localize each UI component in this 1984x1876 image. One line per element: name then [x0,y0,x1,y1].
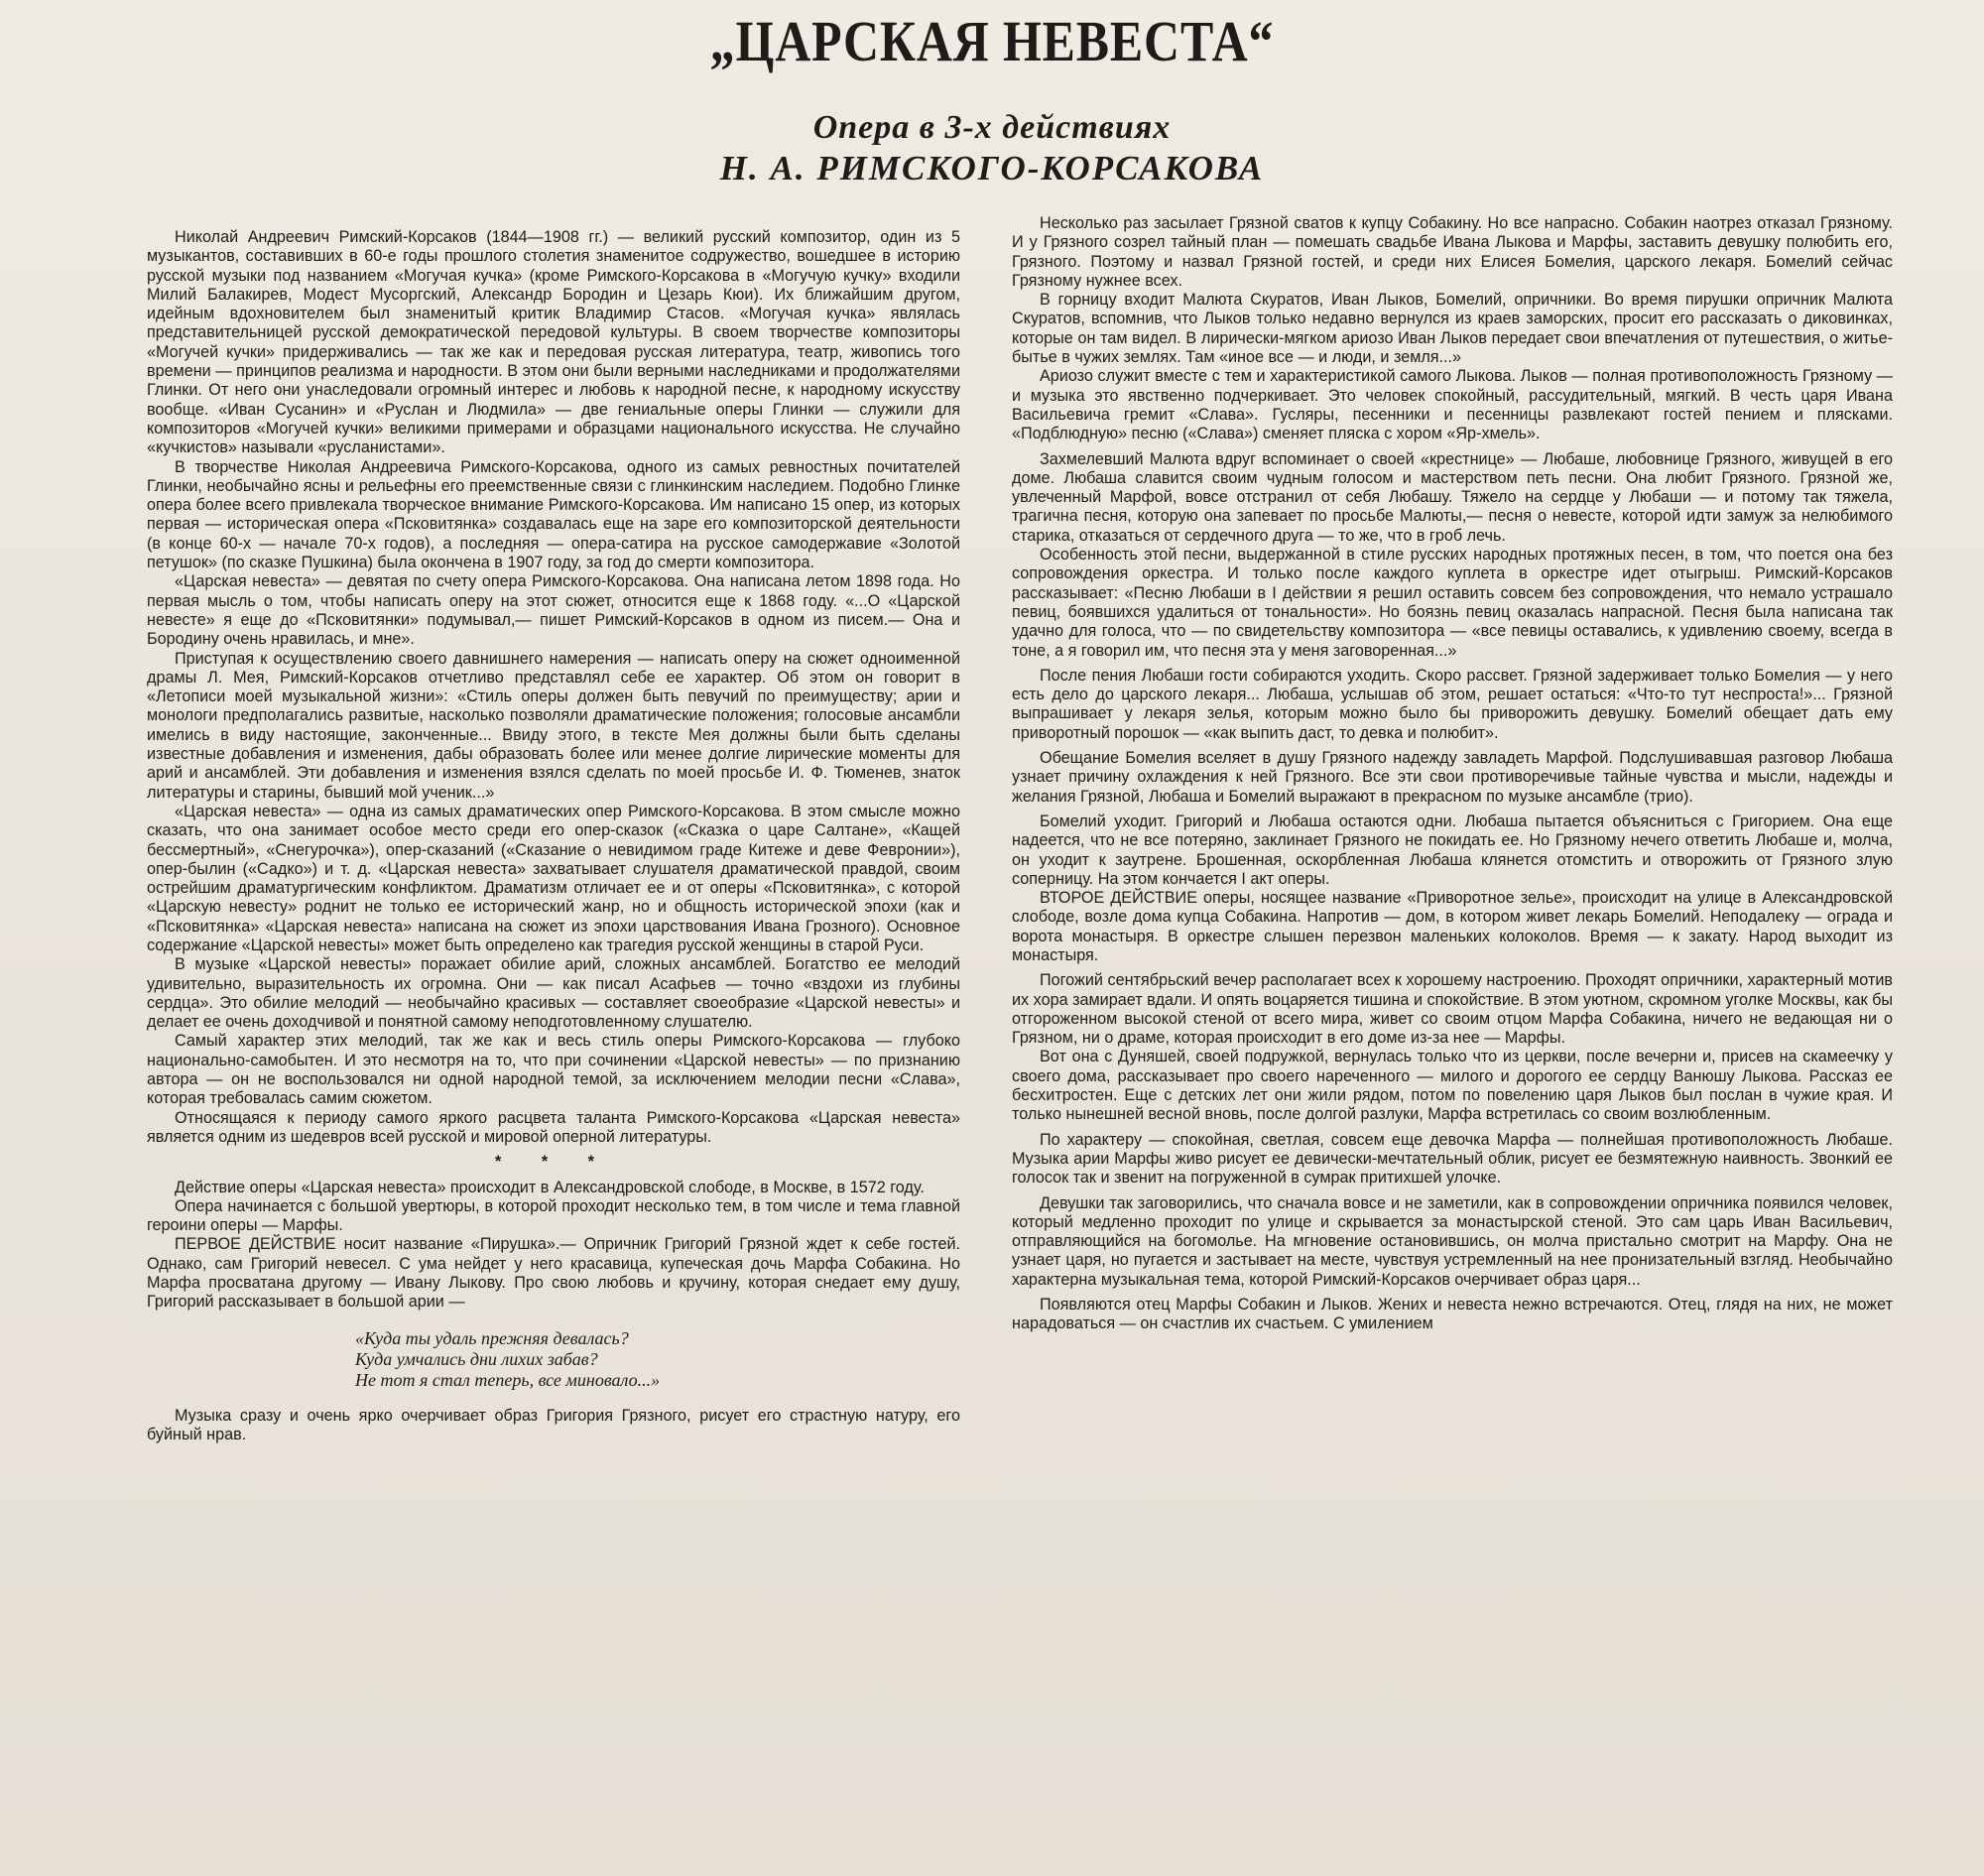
composer-name: Н. А. РИМСКОГО-КОРСАКОВА [719,149,1265,188]
paragraph: Обещание Бомелия вселяет в душу Грязного надежду завладеть Марфой. Подслушивавшая разговор Любаша узнает причину охлаждения к ней Грязного. Все эти свои противоречивые тайные чувства и мысли, надежды и желания Грязной, Любаша и Бомелий выражают в прекрасном по музыке ансамбле (трио). [1012,749,1893,806]
paragraph: По характеру — спокойная, светлая, совсем еще девочка Марфа — полнейшая противоположность Любаше. Музыка арии Марфы живо рисует ее девически-мечтательный облик, рисует ее безмятежную наивность. Звонкий ее голосок так и звенит на погруженной в сумрак притихшей улочке. [1012,1130,1893,1188]
paragraph: Бомелий уходит. Григорий и Любаша остаются одни. Любаша пытается объясниться с Григорием. Она еще надеется, что не все потеряно, заклинает Грязного не покидать ее. Но Грязному нечего ответить Любаше и, молча, он уходит к заутрене. Брошенная, оскорбленная Любаша клянется отомстить и отворожить от Грязного злую соперницу. На этом кончается I акт оперы. [1012,812,1893,888]
right-text-column [1012,214,1893,1334]
paragraph: Захмелевший Малюта вдруг вспоминает о своей «крестнице» — Любаше, любовнице Грязного, живущей в его доме. Любаша славится своим чудным голосом и мастерством петь песни. Она любит Грязного. Грязной же, увлеченный Марфой, вовсе отстранил от себя Любашу. Тяжело на сердце у Любаши — и потому так тяжела, трагична песня, которую она запевает по просьбе Малюты,— песня о невесте, которой идти замуж за нелюбимого старика, отказаться от сердечного друга — то же, что в гроб лечь. [1012,449,1893,545]
paragraph: Относящаяся к периоду самого яркого расцвета таланта Римского-Корсакова «Царская невеста» является одним из шедевров всей русской и мировой оперной литературы. [147,1108,960,1146]
paragraph: ВТОРОЕ ДЕЙСТВИЕ оперы, носящее название «Приворотное зелье», происходит на улице в Александровской слободе, возле дома купца Собакина. Напротив — дом, в котором живет лекарь Бомелий. Неподалеку — ограда и ворота монастыря. В оркестре слышен перезвон маленьких колоколов. Время — к закату. Народ выходит из монастыря. [1012,889,1893,964]
paragraph: ПЕРВОЕ ДЕЙСТВИЕ носит название «Пирушка».— Опричник Григорий Грязной ждет к себе гостей. Однако, сам Григорий невесел. С ума нейдет у него красавица, купеческая дочь Марфа Собакина. Но Марфа просватана другому — Ивану Лыкову. Про свою любовь и кручину, которая снедает ему душу, Григорий рассказывает в большой арии — [147,1235,960,1312]
paragraph: После пения Любаши гости собираются уходить. Скоро рассвет. Грязной задерживает только Бомелия — у него есть дело до царского лекаря... Любаша, услышав об этом, решает остаться: «Что-то тут неспроста!»... Грязной выпрашивает у лекаря зелья, которым можно было бы приворожить девушку. Бомелий обещает дать ему приворотный порошок — «как выпить даст, то девка и полюбит». [1012,666,1893,742]
page-subtitle: Опера в 3-х действиях [812,109,1172,146]
paragraph: Погожий сентябрьский вечер располагает всех к хорошему настроению. Проходят опричники, характерный мотив их хора замирает вдали. И опять воцаряется тишина и спокойствие. В этом уютном, скромном уголке Москвы, как бы отгороженном высокой стеной от всего мира, живет со своим отцом Марфа Собакина, ничего не ведающая ни о Грязном, ни о драме, которая происходит в его доме из-за нее — Марфы. [1012,971,1893,1048]
paragraph: Появляются отец Марфы Собакин и Лыков. Жених и невеста нежно встречаются. Отец, глядя на них, не может нарадоваться — он счастлив их счастьем. С умилением [1012,1296,1893,1333]
paragraph: Приступая к осуществлению своего давнишнего намерения — написать оперу на сюжет одноименной драмы Л. Мея, Римский-Корсаков отчетливо представлял себе ее характер. Об этом он говорит в «Летописи моей музыкальной жизни»: «Стиль оперы должен быть певучий по преимуществу; арии и монологи предполагались развитые, насколько позволяли драматические положения; голосовые ансамбли имелись в виду настоящие, законченные... Ввиду этого, в тексте Мея должны были быть сделаны известные добавления и изменения, дабы образовать более или менее долгие лирические моменты для арий и ансамблей. Эти добавления и изменения взялся сделать по моей просьбе И. Ф. Тюменев, знаток литературы и старины, бывший мой ученик...» [147,649,960,802]
paragraph: Вот она с Дуняшей, своей подружкой, вернулась только что из церкви, после вечерни и, присев на скамеечку у своего дома, рассказывает про своего нареченного — милого и дорогого ее сердцу Ванюшу Лыкова. Рассказ ее бесхитростен. Еще с детских лет они жили рядом, потом по повелению царя Лыков был послан в чужие края. И только нынешней весной вновь, после долгой разлуки, Марфа встретилась со своим возлюбленным. [1012,1048,1893,1124]
left-text-column [147,228,960,1444]
paragraph: Опера начинается с большой увертюры, в которой проходит несколько тем, в том числе и тема главной героини оперы — Марфы. [147,1196,960,1235]
paragraph: Действие оперы «Царская невеста» происходит в Александровской слободе, в Москве, в 1572 году. [175,1178,925,1196]
paragraph: Николай Андреевич Римский-Корсаков (1844—1908 гг.) — великий русский композитор, один из 5 музыкантов, составивших в 60-е годы прошлого столетия знаменитое содружество, вошедшее в историю русской музыки под названием «Могучая кучка» (кроме Римского-Корсакова в «Могучую кучку» входили Милий Балакирев, Модест Мусоргский, Александр Бородин и Цезарь Кюи). Их ближайшим другом, идейным вдохновителем был знаменитый критик Владимир Стасов. «Могучая кучка» являлась представительницей русской демократической передовой культуры. В своем творчестве композиторы «Могучей кучки» придерживались — так же как и передовая русская литература, театр, живопись того времени — принципов реализма и народности. В этом они были верными наследниками и продолжателями Глинки. От него они унаследовали огромный интерес и любовь к народной песне, к народному искусству вообще. «Иван Сусанин» и «Руслан и Людмила» — две гениальные оперы Глинки — служили для композиторов «Могучей кучки» великими примерами и образцами национального искусства. Не случайно «кучкистов» называли «русланистами». [147,228,960,457]
paragraph: «Царская невеста» — одна из самых драматических опер Римского-Корсакова. В этом смысле можно сказать, что она занимает особое место среди его опер-сказок («Сказка о царе Салтане», «Кащей бессмертный», «Снегурочка»), опер-сказаний («Сказание о невидимом граде Китеже и деве Февронии»), опер-былин («Садко») и т. д. «Царская невеста» захватывает слушателя драматической правдой, своим острейшим драматургическим конфликтом. Драматизм отличает ее и от оперы «Псковитянка», с которой «Царскую невесту» роднит не только ее исторический жанр, но и общность исторической эпохи (как и «Псковитянка» «Царская невеста» написана на сюжет из эпохи царствования Ивана Грозного). Основное содержание «Царской невесты» может быть определено как трагедия русской женщины в старой Руси. [147,802,960,954]
paragraph: «Царская невеста» — девятая по счету опера Римского-Корсакова. Она написана летом 1898 года. Но первая мысль о том, чтобы написать оперу на этот сюжет, относится еще к 1868 году. «...О «Царской невесте» я еще до «Псковитянки» подумывал,— пишет Римский-Корсаков в одном из писем.— Она и Бородину очень нравилась, и мне». [147,572,960,649]
aria-quote: «Куда ты удаль прежняя девалась? Куда умчались дни лихих забав? Не тот я стал теперь, все миновало...» [355,1327,661,1390]
paragraph: Несколько раз засылает Грязной сватов к купцу Собакину. Но все напрасно. Собакин наотрез отказал Грязному. И у Грязного созрел тайный план — помешать свадьбе Ивана Лыкова и Марфы, заставить девушку полюбить его, Грязного. Поэтому и назвал Грязной гостей, и среди них Елисея Бомелия, царского лекаря. Бомелий сейчас Грязному нужнее всех. [1012,214,1893,290]
paragraph: Ариозо служит вместе с тем и характеристикой самого Лыкова. Лыков — полная противоположность Грязному — и музыка это явственно подчеркивает. Это человек спокойный, рассудительный, мягкий. В честь царя Ивана Васильевича гремит «Слава». Гусляры, песенники и песенницы развлекают гостей пением и плясками. «Подблюдную» песню («Слава») сменяет пляска с хором «Яр-хмель». [1012,367,1893,443]
paragraph: Музыка сразу и очень ярко очерчивает образ Григория Грязного, рисует его страстную натуру, его буйный нрав. [147,1406,960,1443]
paragraph: В музыке «Царской невесты» поражает обилие арий, сложных ансамблей. Богатство ее мелодий удивительно, выразительность их огромна. Они — как писал Асафьев — точно «вздохи из глубины сердца». Это обилие мелодий — необычайно красивых — составляет своеобразие «Царской невесты» и делает ее очень доходчивой и понятной самому неподготовленному слушателю. [147,955,960,1032]
paragraph: В творчестве Николая Андреевича Римского-Корсакова, одного из самых ревностных почитателей Глинки, необычайно ясны и рельефны его преемственные связи с глинкинским наследием. Подобно Глинке опера более всего привлекала творческое внимание Римского-Корсакова. Им написано 15 опер, из которых первая — историческая опера «Псковитянка» создавалась еще на заре его композиторской деятельности (в конце 60-х — начале 70-х годов), а последняя — опера-сатира на русское самодержавие «Золотой петушок» (по сказке Пушкина) была окончена в 1907 году, за год до смерти композитора. [147,457,960,572]
paragraph: Особенность этой песни, выдержанной в стиле русских народных протяжных песен, в том, что поется она без сопровождения оркестра. И только после каждого куплета в оркестре идет отыгрыш. Римский-Корсаков рассказывает: «Песню Любаши в I действии я решил оставить совсем без сопровождения, что немало устрашало певиц, боявшихся удалиться от тональности». Но боязнь певиц оказалась напрасной. Песня была написана так удачно для голоса, что — по свидетельству композитора — «все певицы оставались, к удивлению своему, всегда в тоне, а я говорил им, что песня эта у меня заговоренная...» [1012,546,1893,660]
section-separator: * * * [495,1153,612,1172]
paragraph: В горницу входит Малюта Скуратов, Иван Лыков, Бомелий, опричники. Во время пирушки опричник Малюта Скуратов, вспомнив, что Лыков только недавно вернулся из краев заморских, просит его рассказать о диковинках, которые он там видел. В лирически-мягком ариозо Иван Лыков передает свои впечатления от путешествия, о житье-бытье в чужих землях. Там «иное все — и люди, и земля...» [1012,291,1893,367]
paragraph: Самый характер этих мелодий, так же как и весь стиль оперы Римского-Корсакова — глубоко национально-самобытен. И это несмотря на то, что при сочинении «Царской невесты» — по признанию автора — он не воспользовался ни одной народной темой, за исключением мелодии песни «Слава», которая требовалась самим сюжетом. [147,1032,960,1108]
page-title: „ЦАРСКАЯ НЕВЕСТА“ [709,9,1275,73]
paragraph: Девушки так заговорились, что сначала вовсе и не заметили, как в сопровождении опричника появился человек, который медленно проходит по улице и скрывается за монастырской стеной. Это сам царь Иван Васильевич, отправляющийся на богомолье. На мгновение остановившись, он молча пристально смотрит на Марфу. Она не узнает царя, но пугается и застывает на месте, чувствуя устремленный на нее пронизательный взгляд. Необычайно характерна музыкальная тема, которой Римский-Корсаков очерчивает образ царя... [1012,1193,1893,1289]
